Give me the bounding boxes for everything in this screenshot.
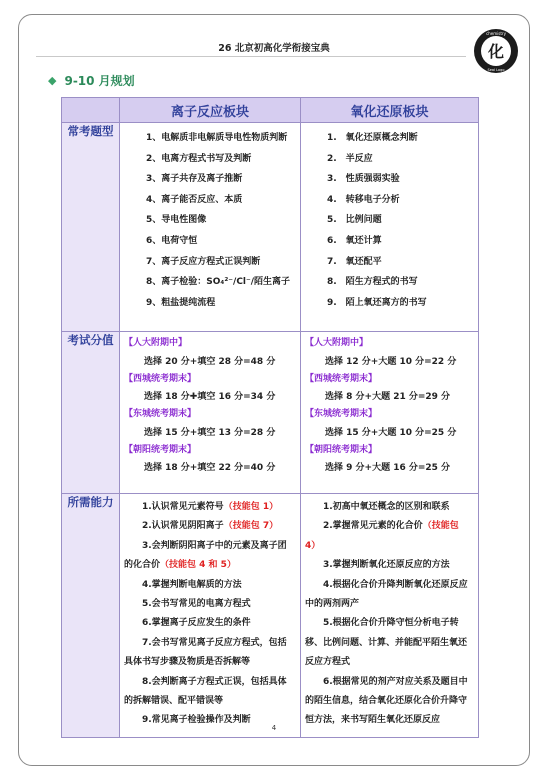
list-item: 8. 陌生方程式的书写: [327, 277, 418, 288]
list-item: 5. 比例问题: [327, 215, 382, 226]
score-line: 选择 9 分+大题 16 分=25 分: [325, 463, 451, 473]
score-line: 选择 12 分+大题 10 分=22 分: [325, 356, 457, 367]
table-corner-cell: [62, 98, 120, 123]
ability-text: 8.会判断离子方程式正误，包括具体的拆解错误、配平错误等: [124, 676, 287, 707]
list-item: 2. 半反应: [327, 153, 373, 164]
ability-text: 6.根据常见的剂产对应关系及题目中的陌生信息，结合氧化还原化合价升降守恒方法，来书写陌生氧化还原反应: [305, 676, 468, 726]
row-label-question-types: 常考题型: [62, 123, 120, 332]
table-row-question-types: [62, 123, 479, 332]
ability-item: [305, 556, 472, 575]
exam-scores-ion-cell: [120, 332, 301, 494]
abilities-redox-cell: [301, 494, 479, 738]
ability-item: [124, 537, 294, 576]
abilities-ion-cell: [120, 494, 301, 738]
skill-pack-reference: （技能包 4）: [305, 521, 459, 551]
section-heading: [48, 72, 135, 89]
logo-ring-text: chemistry: [486, 31, 506, 36]
list-item: 9. 陌上氧还离方的书写: [327, 297, 427, 308]
page-number: 4: [271, 724, 277, 732]
list-item: 8、离子检验：SO₄²⁻/Cl⁻/陌生离子: [146, 277, 291, 288]
ability-item: [305, 498, 472, 517]
list-item: 5、导电性图像: [146, 215, 207, 226]
exam-scores-redox-cell: [301, 332, 479, 494]
header-divider: [36, 56, 466, 57]
ability-text: 5.根据化合价升降守恒分析电子转移、比例问题、计算、并能配平陌生氧还反应方程式: [305, 618, 468, 668]
question-types-redox-list: [301, 123, 478, 313]
brand-logo: [472, 27, 520, 75]
list-item: 1. 氧化还原概念判断: [327, 133, 418, 143]
row-label-abilities: 所需能力: [62, 494, 120, 738]
abilities-redox-list: [301, 494, 478, 735]
score-line: 选择 18 分+填空 22 分=40 分: [144, 463, 276, 473]
ability-text: 7.会书写常见离子反应方程式，包括具体书写步骤及物质是否拆解等: [124, 637, 287, 668]
list-item: 3. 性质强弱实验: [327, 174, 400, 185]
ability-text: 2.掌握常见元素的化合价: [323, 521, 423, 532]
list-item: 7、离子反应方程式正误判断: [146, 256, 261, 267]
ability-text: 9.常见离子检验操作及判断: [142, 715, 251, 726]
ability-item: [124, 673, 294, 712]
exam-source-tag: 【东城统考期末】: [124, 409, 197, 419]
abilities-ion-list: [120, 494, 300, 735]
exam-source-tag: 【人大附期中】: [305, 338, 369, 348]
list-item: 9、粗盐提纯流程: [146, 297, 216, 308]
list-item: 3、离子共存及离子推断: [146, 174, 243, 185]
question-types-ion-list: [120, 123, 300, 313]
row-label-exam-scores: 考试分值: [62, 332, 120, 494]
diamond-bullet-icon: ◆: [48, 74, 57, 87]
list-item: 4. 转移电子分析: [327, 194, 400, 205]
ability-text: 4.根据化合价升降判断氧化还原反应中的两剂两产: [305, 579, 468, 610]
skill-pack-reference: （技能包 4 和 5）: [160, 560, 236, 571]
ability-text: 2.认识常见阴阳离子: [142, 521, 224, 532]
ability-item: [124, 614, 294, 633]
ability-text: 6.掌握离子反应发生的条件: [142, 618, 251, 629]
logo-glyph: 化: [487, 42, 505, 61]
score-line: 选择 20 分+填空 28 分=48 分: [144, 356, 276, 367]
score-line: 选择 18 分✚填空 16 分=34 分: [144, 392, 276, 402]
list-item: 2、电离方程式书写及判断: [146, 153, 252, 164]
ability-text: 3.掌握判断氧化还原反应的方法: [323, 560, 450, 571]
list-item: 7. 氧还配平: [327, 256, 382, 267]
question-types-ion-cell: [120, 123, 301, 332]
exam-source-tag: 【朝阳统考期末】: [305, 444, 378, 455]
list-item: 6、电荷守恒: [146, 235, 198, 246]
exam-scores-ion-list: [120, 332, 300, 479]
ability-item: [305, 576, 472, 615]
plan-table: [61, 97, 479, 738]
table-header-row: [62, 98, 479, 123]
ability-text: 1.认识常见元素符号: [142, 502, 224, 512]
exam-source-tag: 【西城统考期末】: [305, 373, 378, 384]
ability-item: [305, 673, 472, 731]
ability-item: [124, 498, 294, 517]
table-row-abilities: [62, 494, 479, 738]
ability-item: [124, 634, 294, 673]
skill-pack-reference: （技能包 1）: [223, 502, 279, 512]
ability-item: [124, 595, 294, 614]
table-row-exam-scores: [62, 332, 479, 494]
list-item: 6. 氧还计算: [327, 235, 382, 246]
exam-source-tag: 【西城统考期末】: [124, 373, 197, 384]
skill-pack-reference: （技能包 7）: [223, 521, 279, 532]
exam-source-tag: 【朝阳统考期末】: [124, 444, 197, 455]
page-header-title: 26 北京初高化学衔接宝典: [218, 43, 330, 54]
list-item: 1、电解质非电解质导电性物质判断: [146, 133, 288, 143]
score-line: 选择 15 分+填空 13 分=28 分: [144, 427, 276, 438]
ability-item: [124, 576, 294, 595]
ability-text: 1.初高中氧还概念的区别和联系: [323, 502, 450, 512]
column-header-ion-reaction: 离子反应板块: [120, 98, 301, 123]
logo-bottom-text: Seal Logo: [487, 68, 505, 72]
ability-item: [305, 517, 472, 556]
score-line: 选择 8 分+大题 21 分=29 分: [325, 392, 451, 402]
ability-text: 5.会书写常见的电离方程式: [142, 599, 251, 610]
exam-source-tag: 【东城统考期末】: [305, 409, 378, 419]
column-header-redox: 氧化还原板块: [301, 98, 479, 123]
exam-source-tag: 【人大附期中】: [124, 338, 188, 348]
exam-scores-redox-list: [301, 332, 478, 479]
ability-text: 4.掌握判断电解质的方法: [142, 579, 242, 590]
score-line: 选择 15 分+大题 10 分=25 分: [325, 427, 457, 438]
question-types-redox-cell: [301, 123, 479, 332]
list-item: 4、离子能否反应、本质: [146, 194, 243, 205]
section-heading-text: 9-10 月规划: [64, 74, 135, 88]
ability-item: [305, 614, 472, 672]
ability-item: [124, 517, 294, 536]
ability-text: 3.会判断阴阳离子中的元素及离子团的化合价: [124, 540, 287, 571]
